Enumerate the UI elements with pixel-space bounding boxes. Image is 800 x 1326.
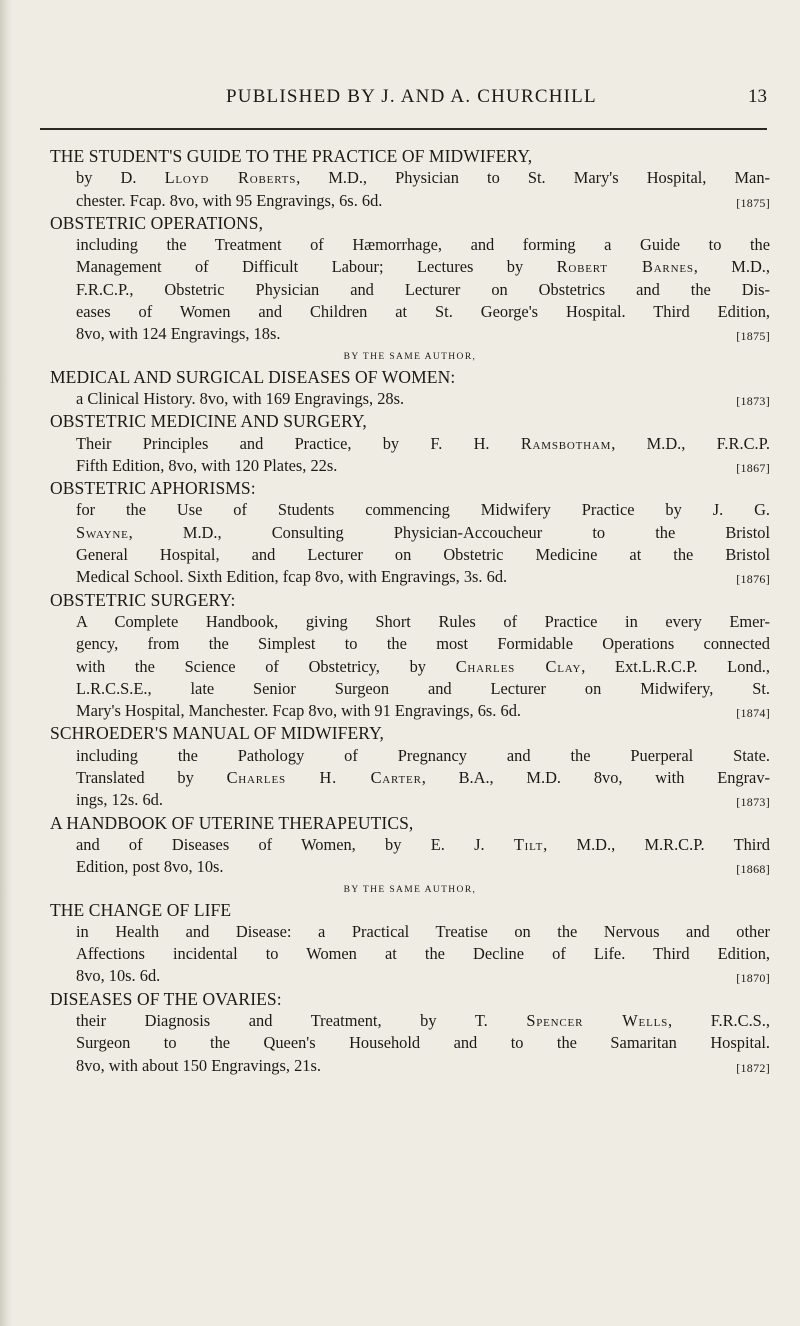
catalogue-entry	[50, 988, 770, 1077]
publication-year: [1870]	[736, 971, 770, 986]
entry-description	[76, 921, 770, 988]
entry-title: MEDICAL AND SURGICAL DISEASES OF WOMEN:	[50, 366, 456, 387]
publication-year: [1875]	[736, 329, 770, 344]
description-line: including the Treatment of Hæmorrhage, and forming a Guide to the	[76, 235, 770, 255]
catalogue-entry	[50, 410, 770, 477]
entry-title: OBSTETRIC OPERATIONS,	[50, 212, 264, 233]
description-line: 8vo, with 124 Engravings, 18s.	[76, 324, 281, 344]
entry-title: OBSTETRIC APHORISMS:	[50, 478, 256, 499]
description-line: with the Science of Obstetricy, by Charles Clay, Ext.L.R.C.P. Lond.,	[76, 656, 770, 676]
page-number: 13	[748, 86, 767, 107]
entry-title: THE STUDENT'S GUIDE TO THE PRACTICE OF MIDWIFERY,	[50, 146, 533, 166]
publication-year: [1873]	[736, 795, 770, 810]
description-line: Their Principles and Practice, by F. H. Ramsbotham, M.D., F.R.C.P.	[76, 433, 770, 453]
entry-description	[76, 1010, 770, 1077]
description-line: Edition, post 8vo, 10s.	[76, 857, 224, 877]
catalogue-entry	[50, 477, 770, 588]
description-line: 8vo, with about 150 Engravings, 21s.	[76, 1055, 321, 1075]
running-head	[0, 0, 800, 118]
catalogue-entry	[50, 882, 770, 988]
catalogue-entry	[50, 212, 770, 346]
description-line: Affections incidental to Women at the Decline of Life. Third Edition,	[76, 944, 770, 964]
publication-year: [1875]	[736, 195, 770, 210]
description-line: Mary's Hospital, Manchester. Fcap 8vo, with 91 Engravings, 6s. 6d.	[76, 701, 521, 721]
description-line: Translated by Charles H. Carter, B.A., M.D. 8vo, with Engrav-	[76, 768, 770, 788]
same-author-subheading: BY THE SAME AUTHOR,	[343, 884, 477, 895]
entry-title: DISEASES OF THE OVARIES:	[50, 988, 282, 1009]
description-line: Surgeon to the Queen's Household and to the Samaritan Hospital.	[76, 1033, 770, 1053]
catalogue-entry	[50, 812, 770, 879]
header-rule	[40, 128, 767, 130]
description-line: A Complete Handbook, giving Short Rules of Practice in every Emer-	[76, 611, 770, 631]
description-line: and of Diseases of Women, by E. J. Tilt, M.D., M.R.C.P. Third	[76, 834, 770, 854]
description-line: gency, from the Simplest to the most Formidable Operations connected	[76, 634, 770, 654]
description-line: including the Pathology of Pregnancy and the Puerperal State.	[76, 745, 770, 765]
entry-title: SCHROEDER'S MANUAL OF MIDWIFERY,	[50, 723, 385, 744]
entry-description	[76, 234, 770, 345]
catalogue-entry	[50, 722, 770, 811]
description-line: a Clinical History. 8vo, with 169 Engravings, 28s.	[76, 388, 405, 408]
entry-description	[76, 499, 770, 588]
description-line: their Diagnosis and Treatment, by T. Spencer Wells, F.R.C.S.,	[76, 1010, 770, 1030]
publication-year: [1876]	[736, 572, 770, 587]
entry-title: OBSTETRIC SURGERY:	[50, 589, 236, 610]
catalogue-entry	[50, 349, 770, 411]
description-line: Medical School. Sixth Edition, fcap 8vo, with Engravings, 3s. 6d.	[76, 567, 508, 587]
entry-description	[76, 611, 770, 722]
publication-year: [1872]	[736, 1060, 770, 1075]
description-line: ings, 12s. 6d.	[76, 790, 163, 810]
description-line: by D. Lloyd Roberts, M.D., Physician to St. Mary's Hospital, Man-	[76, 168, 770, 188]
entry-description	[76, 745, 770, 812]
entry-title: THE CHANGE OF LIFE	[50, 899, 232, 920]
description-line: Management of Difficult Labour; Lectures by Robert Barnes, M.D.,	[76, 257, 770, 277]
description-line: 8vo, 10s. 6d.	[76, 966, 161, 986]
catalogue-entries	[50, 145, 770, 1079]
description-line: L.R.C.S.E., late Senior Surgeon and Lecturer on Midwifery, St.	[76, 678, 770, 698]
description-line: chester. Fcap. 8vo, with 95 Engravings, 6s. 6d.	[76, 190, 383, 210]
entry-description	[76, 433, 770, 478]
description-line: Swayne, M.D., Consulting Physician-Accoucheur to the Bristol	[76, 522, 770, 542]
entry-title: A HANDBOOK OF UTERINE THERAPEUTICS,	[50, 812, 414, 833]
catalogue-entry	[50, 589, 770, 723]
description-line: General Hospital, and Lecturer on Obstetric Medicine at the Bristol	[76, 545, 770, 565]
entry-description	[76, 167, 770, 212]
publication-year: [1867]	[736, 460, 770, 475]
publication-year: [1873]	[736, 393, 770, 408]
page-spine-shadow	[0, 0, 12, 1326]
entry-description	[76, 388, 770, 410]
publication-year: [1874]	[736, 706, 770, 721]
publication-year: [1868]	[736, 862, 770, 877]
description-line: for the Use of Students commencing Midwifery Practice by J. G.	[76, 500, 770, 520]
same-author-subheading: BY THE SAME AUTHOR,	[343, 351, 477, 362]
entry-description	[76, 834, 770, 879]
description-line: F.R.C.P., Obstetric Physician and Lecturer on Obstetrics and the Dis-	[76, 279, 770, 299]
catalogue-entry	[50, 145, 770, 212]
description-line: in Health and Disease: a Practical Treatise on the Nervous and other	[76, 921, 770, 941]
entry-title: OBSTETRIC MEDICINE AND SURGERY,	[50, 411, 367, 432]
description-line: eases of Women and Children at St. George's Hospital. Third Edition,	[76, 302, 770, 322]
running-head-title: PUBLISHED BY J. AND A. CHURCHILL	[226, 86, 597, 107]
description-line: Fifth Edition, 8vo, with 120 Plates, 22s.	[76, 455, 338, 475]
